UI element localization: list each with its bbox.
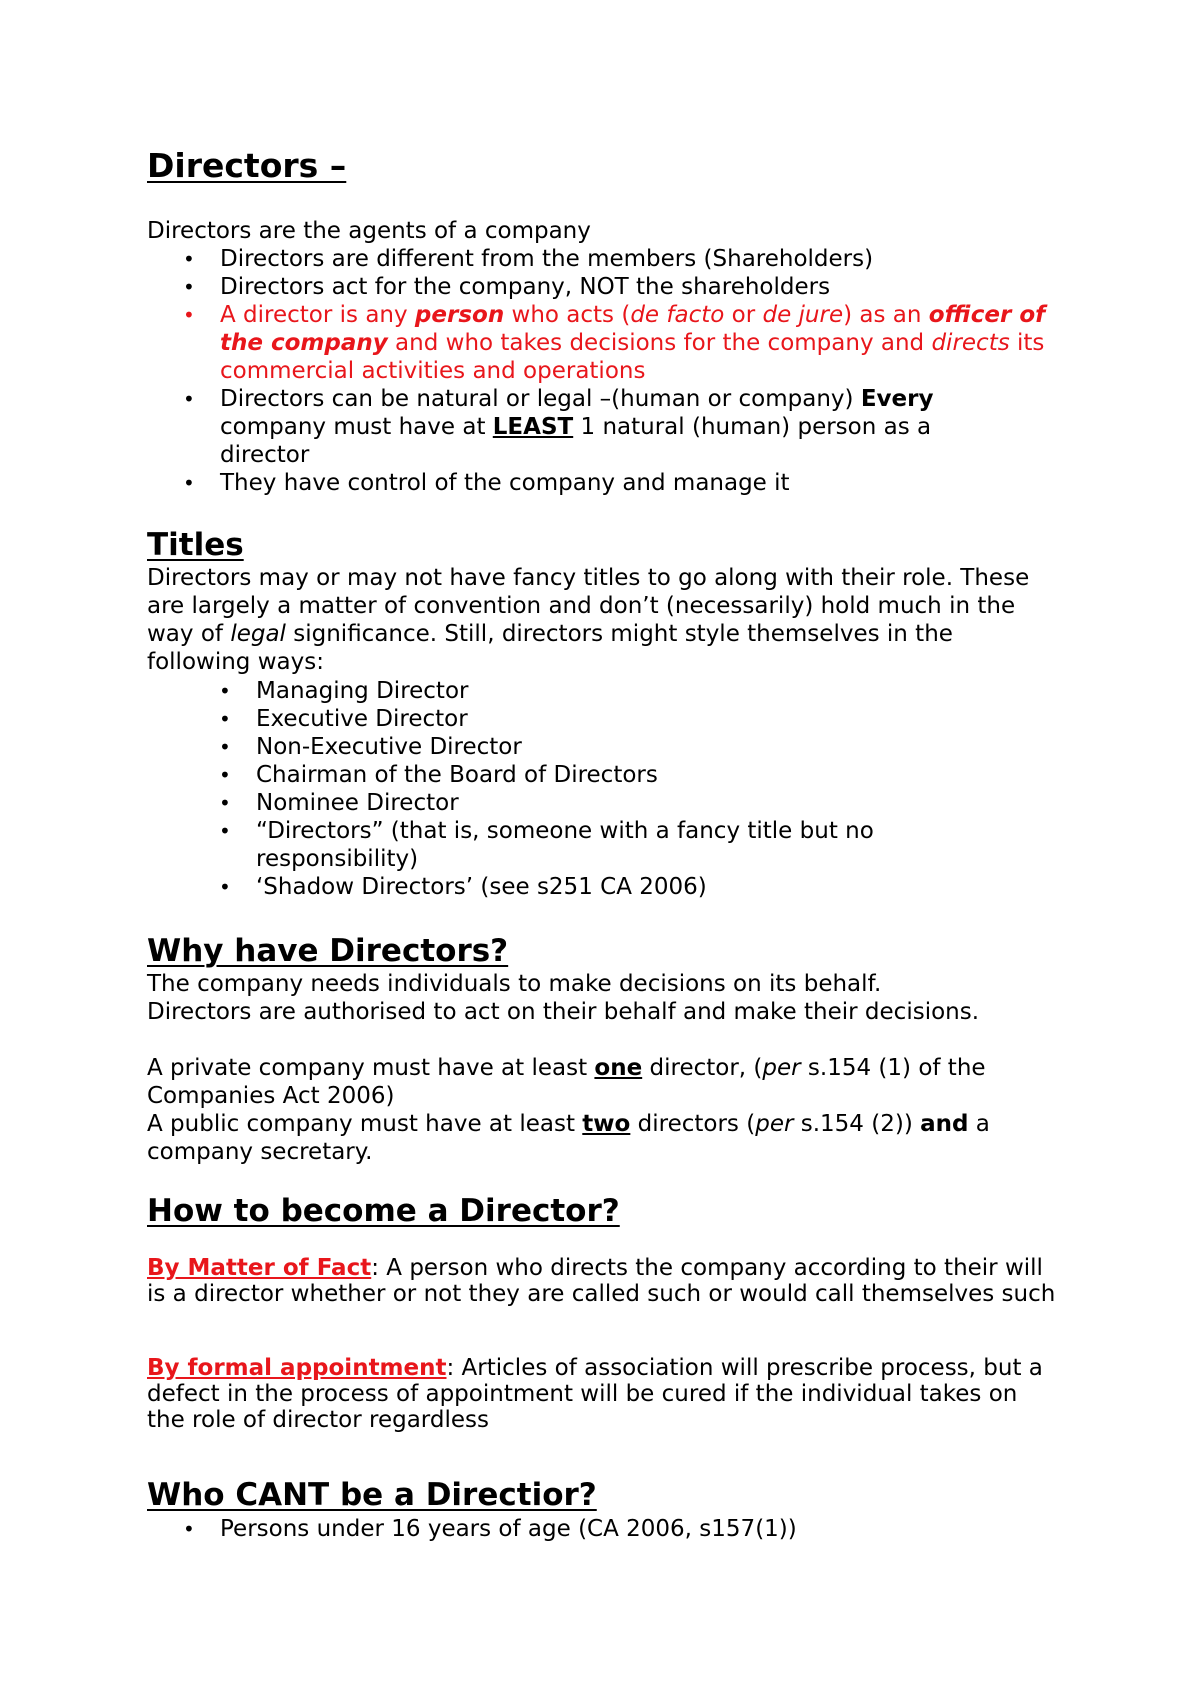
bullet: • [183,387,195,411]
heading-directors: Directors – [147,146,347,185]
heading-become: How to become a Director? [147,1193,620,1229]
bullet: • [183,303,195,327]
heading-why: Why have Directors? [147,933,509,969]
heading-cant: Who CANT be a Directior? [147,1477,597,1513]
list-item-natural-legal: • Directors can be natural or legal –(human or company) Every company must have at LEAST 1 natural (human) person as a director [183,386,934,468]
bullet: • [219,875,231,899]
fact-paragraph: By Matter of Fact: A person who directs the company according to their will is a director whether or not they are called such or would call themselves such [147,1255,1056,1307]
list-item-director-definition: • A director is any person who acts (de facto or de jure) as an officer of the company and who takes decisions for the company and directs its commercial activities and operations [183,302,1046,384]
list-item: • ‘Shadow Directors’ (see s251 CA 2006) [219,874,707,900]
intro-line: Directors are the agents of a company [147,218,591,244]
list-item: • Chairman of the Board of Directors [219,762,658,788]
formal-label: By formal appointment [147,1355,447,1381]
bullet: • [219,763,231,787]
list-item: • Directors act for the company, NOT the shareholders [183,274,831,300]
public-company-paragraph: A public company must have at least two directors (per s.154 (2)) and a company secretary. [147,1111,990,1165]
why-line-1: The company needs individuals to make decisions on its behalf. [147,971,882,997]
bullet: • [183,471,195,495]
why-line-2: Directors are authorised to act on their behalf and make their decisions. [147,999,980,1025]
list-item: • Nominee Director [219,790,459,816]
list-item: • Persons under 16 years of age (CA 2006, s157(1)) [183,1516,797,1542]
heading-titles: Titles [147,527,244,563]
bullet: • [219,679,231,703]
bullet: • [183,1517,195,1541]
fact-label: By Matter of Fact [147,1255,372,1281]
list-item: • Managing Director [219,678,469,704]
list-item: • Executive Director [219,706,468,732]
bullet: • [183,275,195,299]
list-item: • “Directors” (that is, someone with a fancy title but no responsibility) [219,818,874,872]
private-company-paragraph: A private company must have at least one director, (per s.154 (1) of the Companies Act 2006) [147,1055,986,1109]
list-item: • Directors are different from the members (Shareholders) [183,246,874,272]
bullet: • [183,247,195,271]
bullet: • [219,735,231,759]
list-item: • They have control of the company and manage it [183,470,790,496]
bullet: • [219,707,231,731]
list-item: • Non-Executive Director [219,734,522,760]
formal-paragraph: By formal appointment: Articles of association will prescribe process, but a defect in the process of appointment will be cured if the individual takes on the role of director regardless [147,1355,1043,1433]
bullet: • [219,819,231,843]
bullet: • [219,791,231,815]
titles-paragraph: Directors may or may not have fancy titles to go along with their role. These are largely a matter of convention and don’t (necessarily) hold much in the way of legal significance. Still, directors might style themselves in the following ways: [147,565,1030,675]
